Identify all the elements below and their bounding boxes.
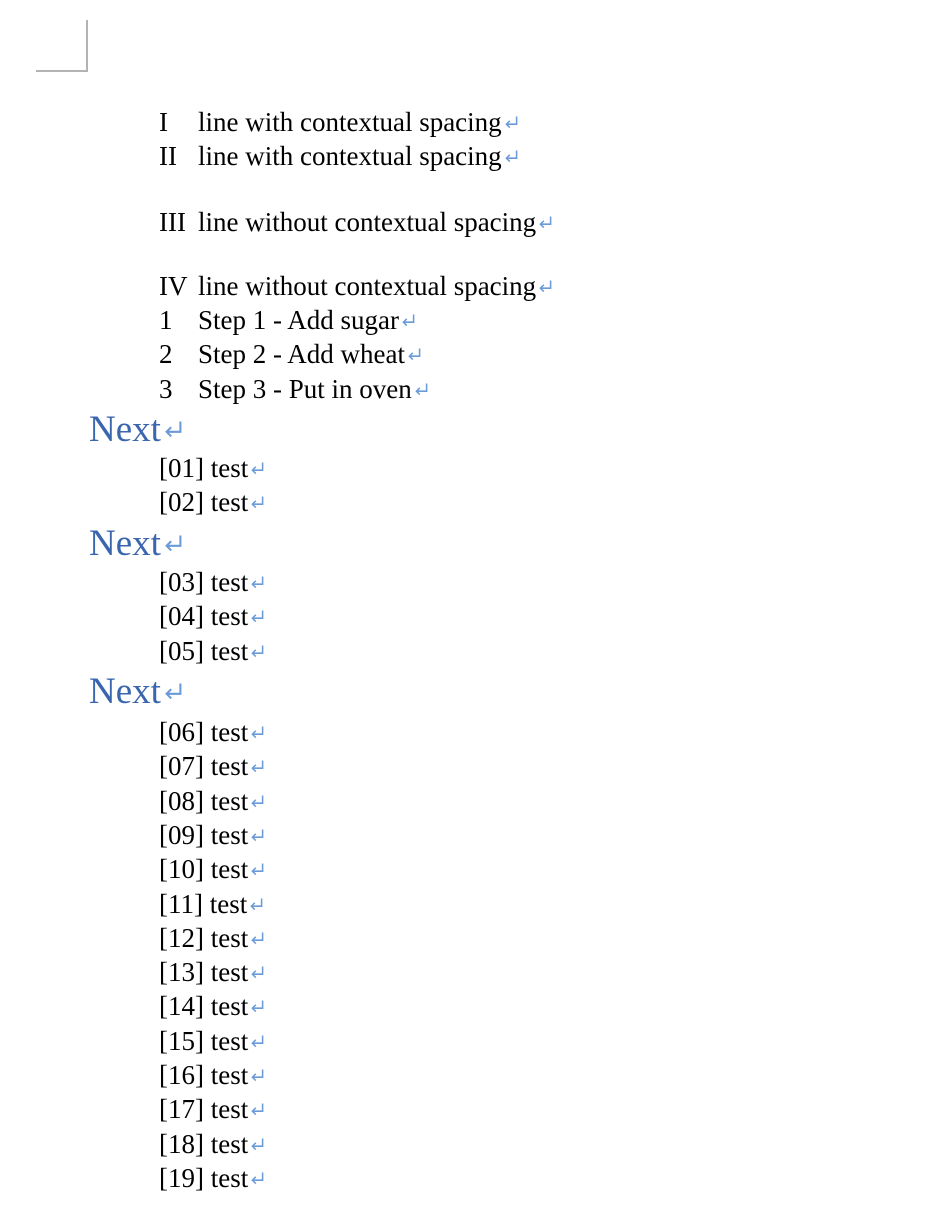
paragraph-mark-icon	[249, 964, 266, 981]
reference-text: [05] test	[159, 638, 266, 665]
paragraph-mark-icon	[249, 460, 266, 477]
paragraph-mark-icon	[249, 998, 266, 1015]
paragraph-mark-icon	[249, 1101, 266, 1118]
paragraph-mark-icon	[406, 346, 423, 363]
page-corner-marker	[36, 20, 88, 72]
reference-text: [14] test	[159, 993, 266, 1020]
list-number: II	[159, 141, 177, 171]
reference-text: [01] test	[159, 455, 266, 482]
paragraph-mark-icon	[503, 148, 520, 165]
step-number: 2	[159, 339, 173, 369]
step-text: Step 1 - Add sugar	[198, 307, 417, 334]
heading-text: Next	[89, 671, 161, 712]
paragraph-mark-icon	[248, 896, 265, 913]
paragraph-mark-icon	[249, 1067, 266, 1084]
paragraph-mark-icon	[249, 494, 266, 511]
step-text: Step 2 - Add wheat	[198, 341, 423, 368]
reference-text: [15] test	[159, 1028, 266, 1055]
reference-text: [17] test	[159, 1096, 266, 1123]
reference-text: [13] test	[159, 959, 266, 986]
paragraph-mark-icon	[162, 532, 185, 555]
paragraph-mark-icon	[162, 418, 185, 441]
reference-text: [18] test	[159, 1131, 266, 1158]
paragraph-mark-icon	[249, 724, 266, 741]
paragraph-mark-icon	[249, 861, 266, 878]
paragraph-mark-icon	[400, 312, 417, 329]
paragraph-mark-icon	[249, 793, 266, 810]
reference-text: [16] test	[159, 1062, 266, 1089]
reference-text: [10] test	[159, 856, 266, 883]
paragraph-mark-icon	[249, 1033, 266, 1050]
list-number: I	[159, 107, 168, 137]
reference-text: [07] test	[159, 753, 266, 780]
section-heading[interactable]	[89, 411, 185, 448]
reference-text: [06] test	[159, 719, 266, 746]
section-heading[interactable]	[89, 673, 185, 710]
paragraph-mark-icon	[537, 278, 554, 295]
paragraph-mark-icon	[162, 680, 185, 703]
list-text: line with contextual spacing	[198, 109, 520, 136]
reference-text: [04] test	[159, 603, 266, 630]
paragraph-mark-icon	[249, 827, 266, 844]
paragraph-mark-icon	[249, 758, 266, 775]
paragraph-mark-icon	[249, 930, 266, 947]
paragraph-mark-icon	[503, 114, 520, 131]
paragraph-mark-icon	[249, 574, 266, 591]
reference-text: [03] test	[159, 569, 266, 596]
reference-text: [19] test	[159, 1165, 266, 1192]
paragraph-mark-icon	[249, 1170, 266, 1187]
list-number: IV	[159, 271, 188, 301]
paragraph-mark-icon	[249, 643, 266, 660]
paragraph-mark-icon	[249, 1136, 266, 1153]
reference-text: [09] test	[159, 822, 266, 849]
list-number: III	[159, 207, 186, 237]
heading-text: Next	[89, 523, 161, 564]
heading-text: Next	[89, 409, 161, 450]
paragraph-mark-icon	[413, 381, 430, 398]
list-text: line without contextual spacing	[198, 209, 554, 236]
list-text: line with contextual spacing	[198, 143, 520, 170]
reference-text: [11] test	[159, 891, 265, 918]
reference-text: [02] test	[159, 489, 266, 516]
paragraph-mark-icon	[537, 214, 554, 231]
step-number: 3	[159, 374, 173, 404]
step-text: Step 3 - Put in oven	[198, 376, 430, 403]
paragraph-mark-icon	[249, 608, 266, 625]
section-heading[interactable]	[89, 525, 185, 562]
reference-text: [08] test	[159, 788, 266, 815]
reference-text: [12] test	[159, 925, 266, 952]
step-number: 1	[159, 305, 173, 335]
list-text: line without contextual spacing	[198, 273, 554, 300]
